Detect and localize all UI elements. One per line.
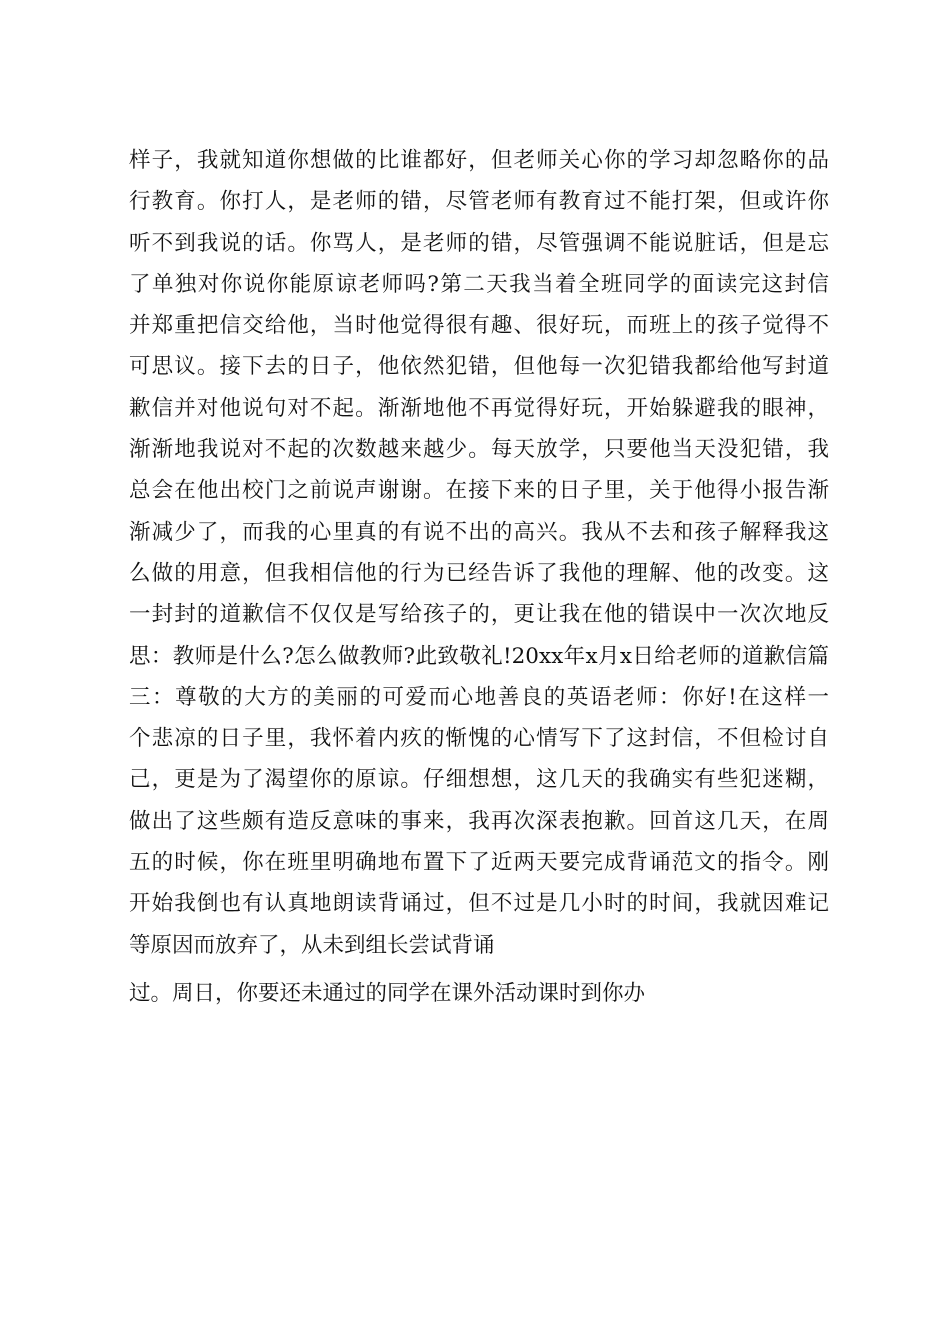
text-line: 个悲凉的日子里，我怀着内疚的惭愧的心情写下了这封信，不但检讨自 <box>129 726 829 752</box>
text-line: 做出了这些颇有造反意味的事来，我再次深表抱歉。回首这几天，在周 <box>129 808 829 834</box>
body-text <box>129 140 829 1014</box>
text-line: 歉信并对他说句对不起。渐渐地他不再觉得好玩，开始躲避我的眼神， <box>129 395 829 421</box>
text-line: 行教育。你打人，是老师的错，尽管老师有教育过不能打架，但或许你 <box>129 189 829 215</box>
text-line: 可思议。接下去的日子，他依然犯错，但他每一次犯错我都给他写封道 <box>129 354 829 380</box>
text-line: 己，更是为了渴望你的原谅。仔细想想，这几天的我确实有些犯迷糊， <box>129 767 829 793</box>
text-line: 么做的用意，但我相信他的行为已经告诉了我他的理解、他的改变。这 <box>129 560 829 586</box>
text-line: 一封封的道歉信不仅仅是写给孩子的，更让我在他的错误中一次次地反 <box>129 602 829 628</box>
text-line: 听不到我说的话。你骂人，是老师的错，尽管强调不能说脏话，但是忘 <box>129 230 829 256</box>
text-line: 样子，我就知道你想做的比谁都好，但老师关心你的学习却忽略你的品 <box>129 148 829 173</box>
text-line: 过。周日，你要还未通过的同学在课外活动课时到你办 <box>129 980 646 1006</box>
text-line: 渐渐地我说对不起的次数越来越少。每天放学，只要他当天没犯错，我 <box>129 437 829 463</box>
text-line: 思：教师是什么?怎么做教师?此致敬礼!20xx年x月x日给老师的道歉信篇 <box>129 643 829 669</box>
text-line: 三：尊敬的大方的美丽的可爱而心地善良的英语老师：你好!在这样一 <box>129 684 829 710</box>
text-line: 了单独对你说你能原谅老师吗?第二天我当着全班同学的面读完这封信 <box>129 271 829 297</box>
text-line: 渐减少了，而我的心里真的有说不出的高兴。我从不去和孩子解释我这 <box>129 519 829 545</box>
text-line: 并郑重把信交给他，当时他觉得很有趣、很好玩，而班上的孩子觉得不 <box>129 313 829 339</box>
text-line: 五的时候，你在班里明确地布置下了近两天要完成背诵范文的指令。刚 <box>129 850 829 876</box>
text-line: 等原因而放弃了，从未到组长尝试背诵 <box>129 932 495 958</box>
text-line: 总会在他出校门之前说声谢谢。在接下来的日子里，关于他得小报告渐 <box>129 478 829 504</box>
text-line: 开始我倒也有认真地朗读背诵过，但不过是几小时的时间，我就因难记 <box>129 891 829 917</box>
